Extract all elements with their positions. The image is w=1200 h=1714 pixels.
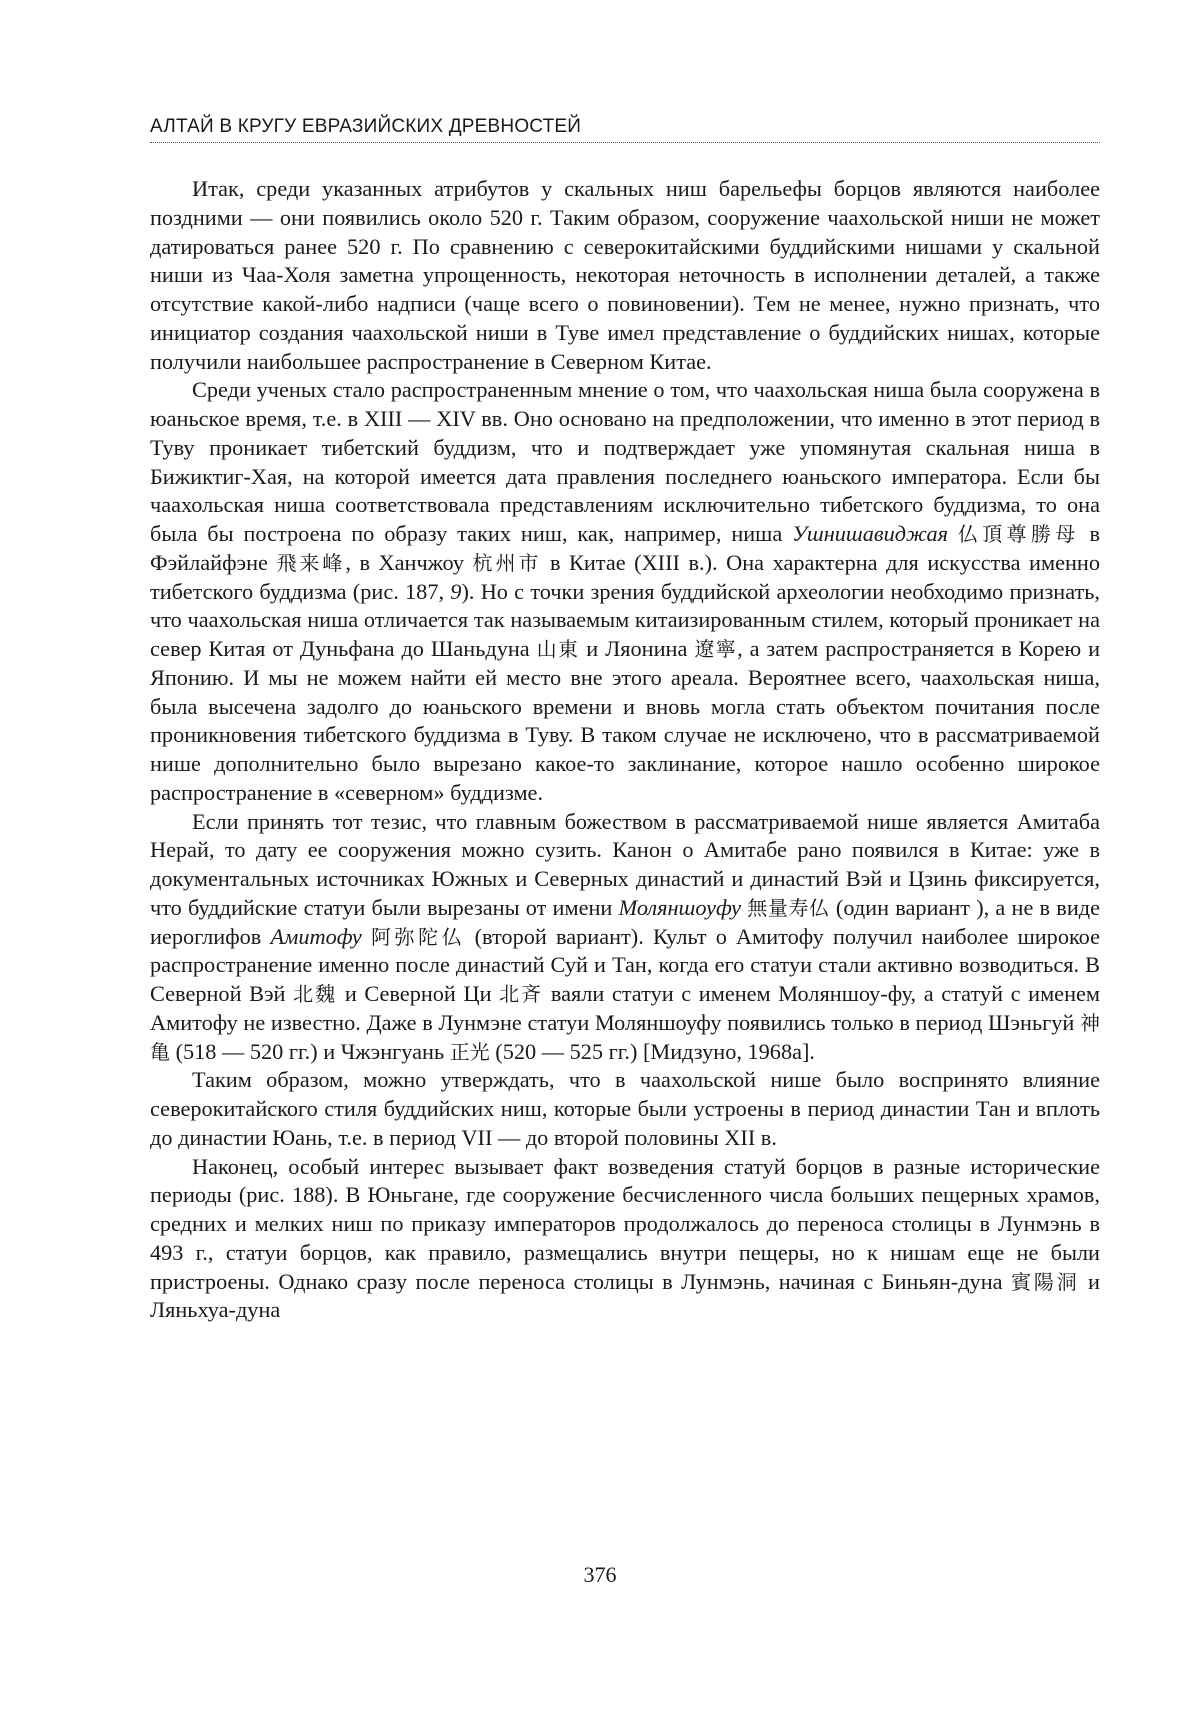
text-run: и Северной Ци (337, 981, 500, 1006)
chinese-characters: 正光 (449, 1039, 490, 1064)
text-run: (один вариант ), а не в виде иероглифов (150, 894, 1100, 949)
text-run: ваяли статуи с именем Моляншоу-фу, а статуй с именем Амитофу не известно. Даже в Лунмэне статуи Моляншоуфу появились только в период Шэньгуй (150, 981, 1101, 1035)
chinese-characters: 阿弥陀仏 (370, 924, 466, 949)
page-number: 376 (583, 1562, 617, 1587)
text-run: ). Но с точки зрения буддийской археологии необходимо признать, что чаахольская ниша отличается так называемым китаизированным стилем, который проникает на север Китая от Дуньфана до Шаньдуна (150, 578, 1101, 661)
paragraph (150, 376, 1100, 807)
text-run: в Фэйлайфэне (150, 521, 1101, 575)
italic-term: Амитофу (270, 923, 362, 949)
italic-term: Моляншоуфу (618, 894, 741, 920)
text-run: и Ляонина (579, 636, 695, 661)
paragraph (150, 808, 1100, 1067)
text-run: (518 — 520 гг.) и Чжэнгуань (170, 1038, 450, 1064)
text-run: Наконец, особый интерес вызывает факт возведения статуй борцов в разные исторические периоды (рис. 188). В Юньгане, где сооружение бесчисленного числа больших пещерных храмов, средних и мелких ниш по приказу императоров продолжалось до переноса столицы в Лунмэнь в 493 г., статуи борцов, как правило, размещались внутри пещеры, но к нишам еще не были пристроены. Однако сразу после переноса столицы в Лунмэнь, начиная с Биньян-дуна (150, 1153, 1100, 1294)
chinese-characters: 杭州市 (472, 550, 542, 575)
italic-term: 9 (450, 578, 462, 604)
paragraph (150, 1153, 1100, 1326)
chinese-characters: 山東 (536, 637, 580, 661)
main-text (150, 175, 1100, 1325)
text-run: Если принять тот тезис, что главным божеством в рассматриваемой нише является Амитаба Нерай, то дату ее сооружения можно сузить. Канон о Амитабе рано появился в Китае: уже в документальных источниках Южных и Северных династий и династий Вэй и Цзинь фиксируется, что буддийские статуи были вырезаны от имени (150, 808, 1100, 920)
text-run: Итак, среди указанных атрибутов у скальных ниш барельефы борцов являются наиболее поздними — они появились около 520 г. Таким образом, сооружение чаахольской ниши не может датироваться ранее 520 г. По сравнению с северокитайскими буддийскими нишами у скальной ниши из Чаа-Холя заметна упрощенность, некоторая неточность в исполнении деталей, а также отсутствие какой-либо надписи (чаще всего о повиновении). Тем не менее, нужно признать, что инициатор создания чаахольской ниши в Туве имел представление о буддийских нишах, которые получили наибольшее распространение в Северном Китае. (150, 176, 1100, 374)
text-run: в Китае (XIII в.). Она характерна для искусства именно тибетского буддизма (рис. 187, (150, 549, 1101, 604)
paragraph (150, 175, 1100, 376)
paragraph (150, 1066, 1100, 1152)
chinese-characters: 無量寿仏 (747, 895, 830, 920)
text-run: , а затем распространяется в Корею и Японию. И мы не можем найти ей место вне этого ареала. Вероятнее всего, чаахольская ниша, была высечена задолго до юаньского времени и вновь могла стать объектом почитания после проникновения тибетского буддизма в Туву. В таком случае не исключено, что в рассматриваемой нише дополнительно было вырезано какое-то заклинание, которое нашло особенно широкое распространение в «северном» буддизме. (150, 636, 1101, 805)
chinese-characters: 北斉 (499, 982, 544, 1006)
text-run: , в Ханчжоу (345, 549, 473, 575)
text-run: (второй вариант). Культ о Амитофу получил наиболее широкое распространение именно после династий Суй и Тан, когда его статуи стали активно возводиться. В Северной Вэй (150, 923, 1100, 1006)
chinese-characters: 賓陽洞 (1010, 1269, 1080, 1294)
text-run: Таким образом, можно утверждать, что в чаахольской нише было воспринято влияние северокитайского стиля буддийских ниш, которые были устроены в период династии Тан и вплоть до династии Юань, т.е. в период VII — до второй половины XII в. (150, 1067, 1100, 1150)
chinese-characters: 遼寧 (694, 637, 738, 661)
chinese-characters: 神亀 (150, 1010, 1100, 1064)
text-run: (520 — 525 гг.) [Мидзуно, 1968а]. (489, 1038, 815, 1064)
text-run (362, 924, 371, 949)
italic-term: Ушнишавиджая (792, 521, 948, 546)
chinese-characters: 北魏 (293, 982, 338, 1006)
header-divider (150, 142, 1100, 143)
running-header: АЛТАЙ В КРУГУ ЕВРАЗИЙСКИХ ДРЕВНОСТЕЙ (150, 116, 582, 137)
text-run (948, 521, 958, 546)
text-run: Среди ученых стало распространенным мнение о том, что чаахольская ниша была сооружена в юаньское время, т.е. в XIII — XIV вв. Оно основано на предположении, что именно в этот период в Туву проникает тибетский буддизм, что и подтверждает уже упомянутая скальная ниша в Бижиктиг-Хая, на которой имеется дата правления последнего юаньского императора. Если бы чаахольская ниша соответствовала представлениям исключительно тибетского буддизма, то она была бы построена по образу таких ниш, как, например, ниша (150, 377, 1100, 546)
text-run: и Ляньхуа-дуна (150, 1268, 1100, 1323)
chinese-characters: 仏頂尊勝母 (957, 522, 1080, 546)
chinese-characters: 飛来峰 (276, 550, 346, 575)
